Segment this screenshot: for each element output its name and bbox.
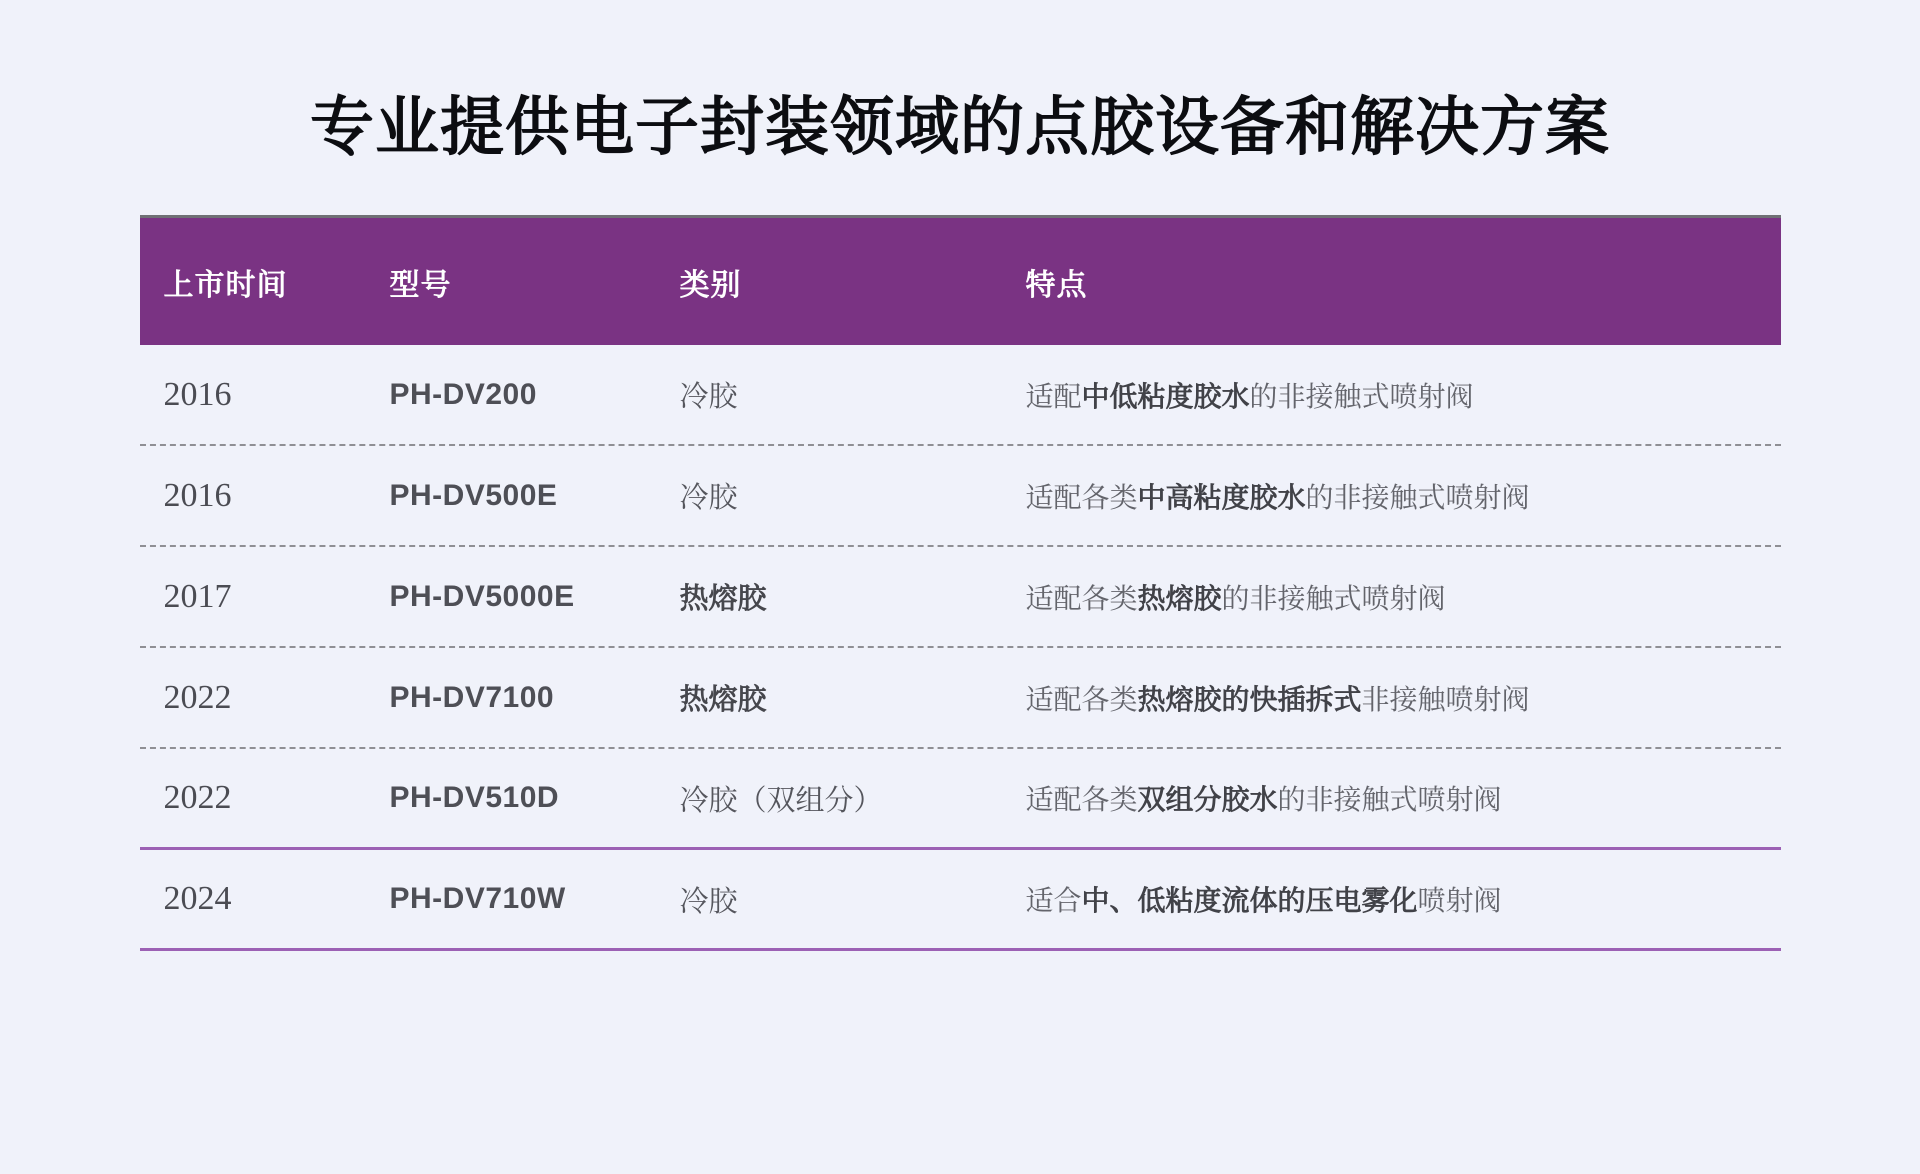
year-cell: 2016 bbox=[163, 375, 232, 413]
category-cell: 冷胶 bbox=[679, 885, 738, 918]
feature-text: 适合 bbox=[1025, 885, 1082, 917]
feature-cell bbox=[1026, 577, 1781, 617]
feature-cell bbox=[1026, 375, 1781, 415]
year-cell: 2024 bbox=[163, 880, 232, 918]
year-cell: 2022 bbox=[163, 779, 232, 817]
feature-text: 的非接触式喷射阀 bbox=[1249, 380, 1474, 412]
table-header-row bbox=[140, 215, 1781, 345]
table-row bbox=[140, 446, 1781, 547]
feature-text: 适配各类 bbox=[1025, 481, 1138, 513]
feature-text-bold: 中、低粘度流体的压电雾化 bbox=[1081, 885, 1418, 917]
slide-page bbox=[0, 91, 1920, 1174]
feature-text: 非接触喷射阀 bbox=[1361, 683, 1530, 715]
table-row bbox=[140, 749, 1781, 850]
category-cell: 热熔胶 bbox=[679, 684, 767, 717]
feature-cell bbox=[1026, 778, 1781, 818]
model-cell: PH-DV5000E bbox=[389, 579, 575, 613]
header-feature: 特点 bbox=[1025, 268, 1088, 302]
feature-text-bold: 中低粘度胶水 bbox=[1081, 380, 1250, 412]
model-cell: PH-DV710W bbox=[389, 882, 566, 916]
model-cell: PH-DV500E bbox=[389, 478, 558, 512]
feature-text: 适配各类 bbox=[1025, 784, 1138, 816]
feature-text-bold: 热熔胶的快插拆式 bbox=[1137, 683, 1362, 715]
model-cell: PH-DV200 bbox=[389, 377, 537, 411]
category-cell: 冷胶 bbox=[679, 482, 738, 515]
feature-text: 的非接触式喷射阀 bbox=[1277, 784, 1502, 816]
category-cell: 冷胶（双组分） bbox=[679, 784, 883, 817]
model-cell: PH-DV510D bbox=[389, 781, 560, 815]
feature-text-bold: 双组分胶水 bbox=[1137, 784, 1278, 816]
table-row bbox=[140, 345, 1781, 446]
feature-text: 适配 bbox=[1025, 380, 1082, 412]
feature-text: 适配各类 bbox=[1025, 683, 1138, 715]
table-row bbox=[140, 850, 1781, 951]
page-title: 专业提供电子封装领域的点胶设备和解决方案 bbox=[310, 91, 1610, 163]
feature-text: 的非接触式喷射阀 bbox=[1305, 481, 1530, 513]
year-cell: 2022 bbox=[163, 678, 232, 716]
feature-text-bold: 热熔胶 bbox=[1137, 582, 1222, 614]
header-model: 型号 bbox=[389, 268, 452, 302]
feature-cell bbox=[1026, 879, 1781, 919]
product-table bbox=[140, 215, 1781, 951]
feature-cell bbox=[1026, 678, 1781, 718]
table-row bbox=[140, 547, 1781, 648]
table-row bbox=[140, 648, 1781, 749]
feature-text-bold: 中高粘度胶水 bbox=[1137, 481, 1306, 513]
year-cell: 2017 bbox=[163, 577, 232, 615]
header-launch-time: 上市时间 bbox=[163, 268, 288, 302]
feature-cell bbox=[1026, 476, 1781, 516]
feature-text: 适配各类 bbox=[1025, 582, 1138, 614]
category-cell: 冷胶 bbox=[679, 381, 738, 414]
year-cell: 2016 bbox=[163, 476, 232, 514]
header-category: 类别 bbox=[679, 268, 742, 302]
feature-text: 的非接触式喷射阀 bbox=[1221, 582, 1446, 614]
category-cell: 热熔胶 bbox=[679, 583, 767, 616]
model-cell: PH-DV7100 bbox=[389, 680, 555, 714]
feature-text: 喷射阀 bbox=[1417, 885, 1502, 917]
